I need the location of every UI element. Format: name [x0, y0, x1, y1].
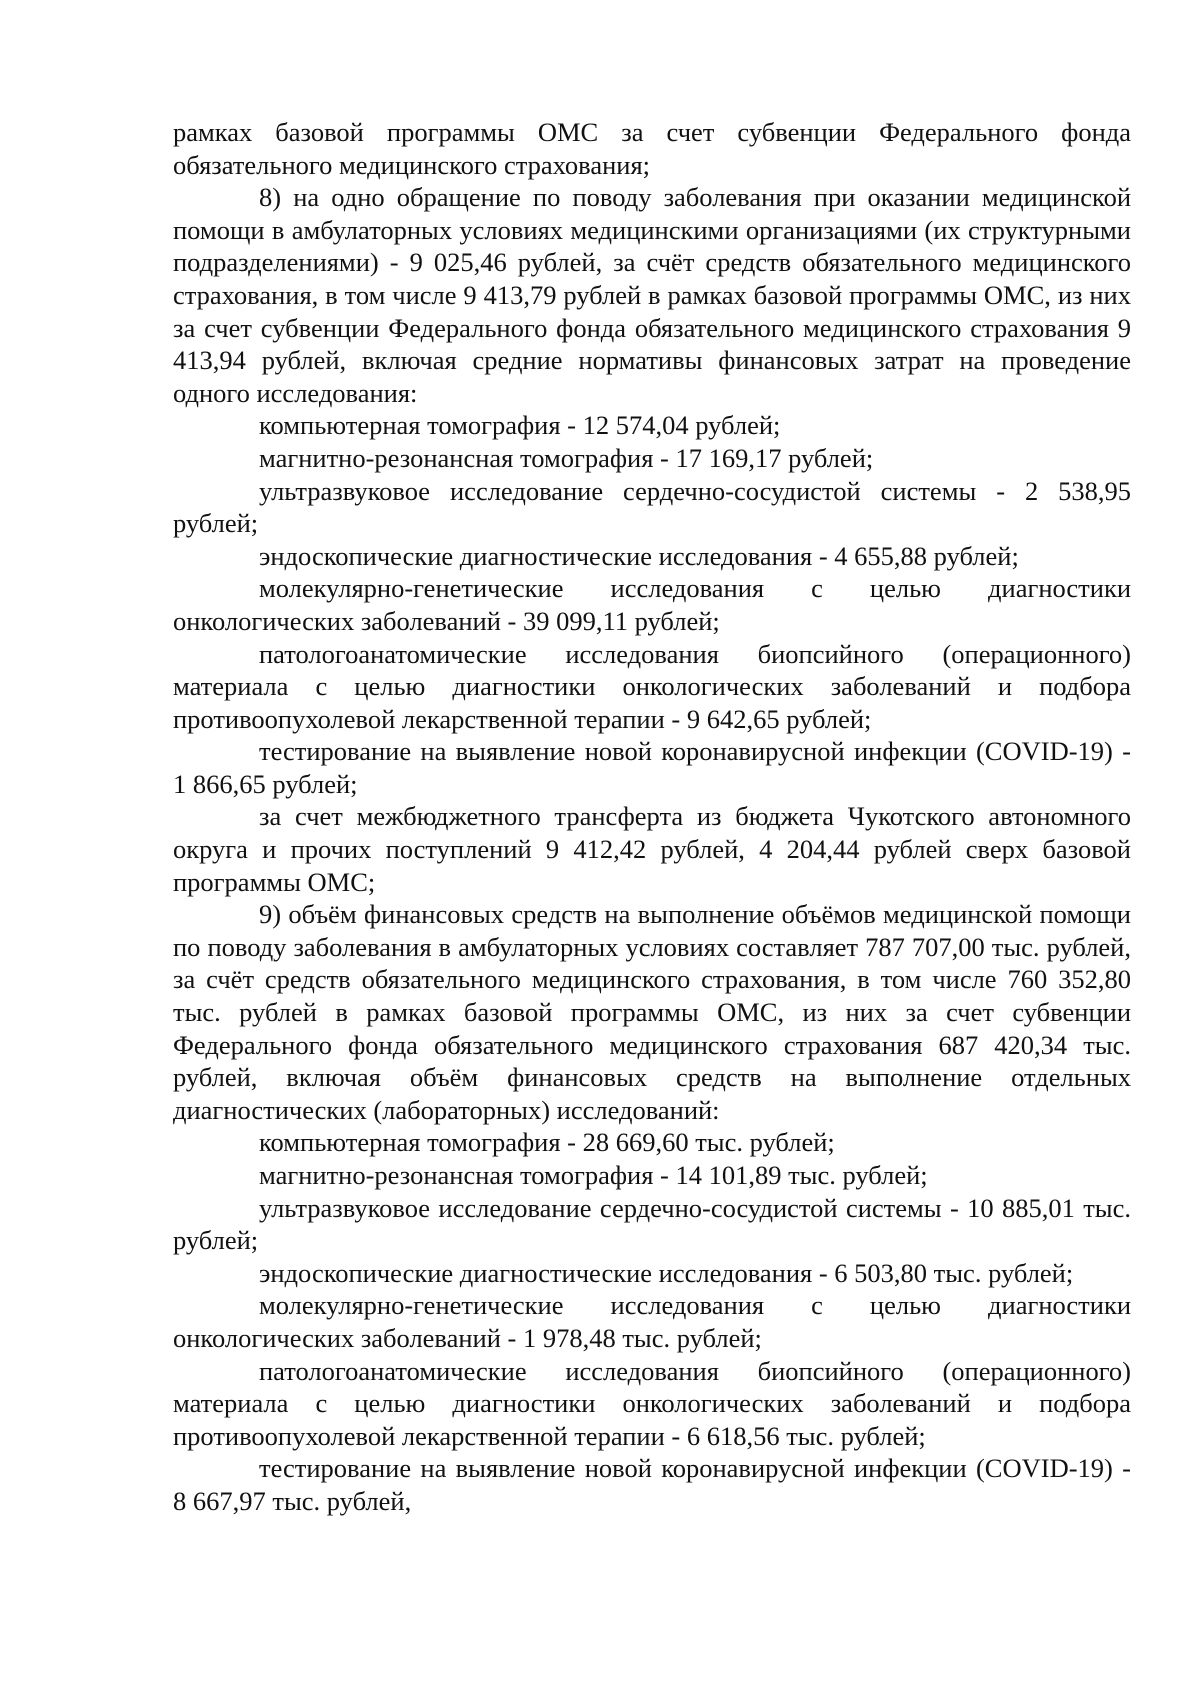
paragraph-transfer-funding: за счет межбюджетного трансферта из бюджета Чукотского автономного округа и прочих поступлений 9 412,42 рублей, 4 204,44 рублей сверх базовой программы ОМС; — [173, 801, 1131, 897]
paragraph-ultrasound-volume: ультразвуковое исследование сердечно-сосудистой системы - 10 885,01 тыс. рублей; — [173, 1192, 1131, 1256]
paragraph-covid-testing-volume: тестирование на выявление новой коронавирусной инфекции (COVID-19) - 8 667,97 тыс. рублей, — [173, 1453, 1131, 1516]
paragraph-endoscopy-cost: эндоскопические диагностические исследования - 4 655,88 рублей; — [259, 540, 1019, 571]
paragraph-endoscopy-volume: эндоскопические диагностические исследования - 6 503,80 тыс. рублей; — [259, 1257, 1074, 1288]
paragraph-item-9: 9) объём финансовых средств на выполнение объёмов медицинской помощи по поводу заболевания в амбулаторных условиях составляет 787 707,00 тыс. рублей, за счёт средств обязательного медицинского страхования, в том числе 760 352,80 тыс. рублей в рамках базовой программы ОМС, из них за счет субвенции Федерального фонда обязательного медицинского страхования 687 420,34 тыс. рублей, включая объём финансовых средств на выполнение отдельных диагностических (лабораторных) исследований: — [173, 899, 1131, 1125]
paragraph-pathology-volume: патологоанатомические исследования биопсийного (операционного) материала с целью диагностики онкологических заболеваний и подбора противоопухолевой лекарственной терапии - 6 618,56 тыс. рублей; — [173, 1355, 1131, 1451]
paragraph-ct-cost: компьютерная томография - 12 574,04 рублей; — [259, 410, 781, 441]
paragraph-item-8: 8) на одно обращение по поводу заболевания при оказании медицинской помощи в амбулаторных условиях медицинскими организациями (их структурными подразделениями) - 9 025,46 рублей, за счёт средств обязательного медицинского страхования, в том числе 9 413,79 рублей в рамках базовой программы ОМС, из них за счет субвенции Федерального фонда обязательного медицинского страхования 9 413,94 рублей, включая средние нормативы финансовых затрат на проведение одного исследования: — [173, 182, 1131, 408]
paragraph-pathology-cost: патологоанатомические исследования биопсийного (операционного) материала с целью диагностики онкологических заболеваний и подбора противоопухолевой лекарственной терапии - 9 642,65 рублей; — [173, 638, 1131, 734]
paragraph-mri-volume: магнитно-резонансная томография - 14 101,89 тыс. рублей; — [259, 1160, 928, 1190]
paragraph-continuation: рамках базовой программы ОМС за счет субвенции Федерального фонда обязательного медицинского страхования; — [173, 117, 1131, 180]
paragraph-molecular-genetic-volume: молекулярно-генетические исследования с целью диагностики онкологических заболеваний - 1 978,48 тыс. рублей; — [173, 1290, 1131, 1353]
paragraph-mri-cost: магнитно-резонансная томография - 17 169,17 рублей; — [259, 442, 874, 473]
paragraph-ct-volume: компьютерная томография - 28 669,60 тыс. рублей; — [259, 1127, 835, 1158]
paragraph-ultrasound-cost: ультразвуковое исследование сердечно-сосудистой системы - 2 538,95 рублей; — [173, 475, 1131, 539]
paragraph-molecular-genetic-cost: молекулярно-генетические исследования с целью диагностики онкологических заболеваний - 39 099,11 рублей; — [173, 573, 1131, 636]
paragraph-covid-testing-cost: тестирование на выявление новой коронавирусной инфекции (COVID-19) - 1 866,65 рублей; — [173, 736, 1131, 799]
document-body — [173, 116, 1131, 1518]
